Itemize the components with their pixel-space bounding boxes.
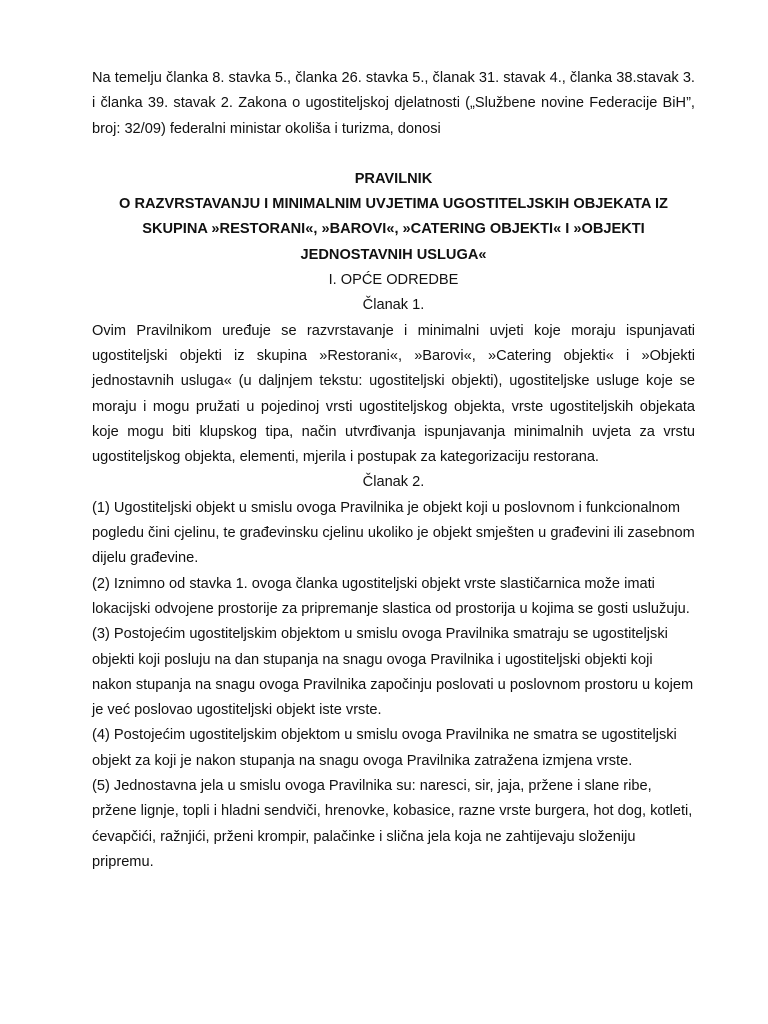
article-2-paragraph-3: (3) Postojećim ugostiteljskim objektom u smislu ovoga Pravilnika smatraju se ugostiteljski objekti koji posluju na dan stupanja na snagu ovoga Pravilnika i ugostiteljski objekti koji nakon stupanja na snagu ovoga Pravilnika započinju poslovati u poslovnom prostoru u kojem je već poslovao ugostiteljski objekt iste vrste. xyxy=(92,626,694,719)
preamble-paragraph: Na temelju članka 8. stavka 5., članka 26. stavka 5., članak 31. stavak 4., članka 38.stavak 3. i članka 39. stavak 2. Zakona o ugostiteljskoj djelatnosti („Službene novine Federacije BiH”, broj: 32/09) federalni ministar okoliša i turizma, donosi xyxy=(92,70,695,137)
article-1-heading: Članak 1. xyxy=(362,297,425,314)
article-2-paragraph-1: (1) Ugostiteljski objekt u smislu ovoga Pravilnika je objekt koji u poslovnom i funkcionalnom pogledu čini cjelinu, te građevinsku cjelinu ukoliko je objekt smješten u građevini ili zasebnom dijelu građevine. xyxy=(92,499,695,567)
section-heading: I. OPĆE ODREDBE xyxy=(328,272,459,289)
article-2-paragraph-4: (4) Postojećim ugostiteljskim objektom u smislu ovoga Pravilnika ne smatra se ugostiteljski objekt za koji je nakon stupanja na snagu ovoga Pravilnika zatražena izmjena vrste. xyxy=(92,727,677,769)
article-2-paragraph-2: (2) Iznimno od stavka 1. ovoga članka ugostiteljski objekt vrste slastičarnica može imati lokacijski odvojene prostorije za pripremanje slastica od prostorija u kojima se gosti uslužuju. xyxy=(92,575,690,617)
document-title: PRAVILNIK xyxy=(354,170,433,187)
document-page xyxy=(92,66,695,875)
article-1-text: Ovim Pravilnikom uređuje se razvrstavanje i minimalni uvjeti koje moraju ispunjavati ugostiteljski objekti iz skupina »Restorani«, »Barovi«, »Catering objekti« i »Objekti jednostavnih usluga« (u daljnjem tekstu: ugostiteljski objekti), ugostiteljske usluge koje se moraju i mogu pružati u pojedinoj vrsti ugostiteljskog objekta, vrste ugostiteljskih objekata koje mogu biti klupskog tipa, način utvrđivanja ispunjavanja minimalnih uvjeta za vrstu ugostiteljskog objekta, elementi, mjerila i postupak za kategorizaciju restorana. xyxy=(92,322,695,466)
article-2-paragraph-5: (5) Jednostavna jela u smislu ovoga Pravilnika su: naresci, sir, jaja, pržene i slane ribe, pržene lignje, topli i hladni sendviči, hrenovke, kobasice, razne vrste burgera, hot dog, kotleti, ćevapčići, ražnjići, prženi krompir, palačinke i slična jela koja ne zahtijevaju složeniju pripremu. xyxy=(92,778,693,870)
document-subtitle: O RAZVRSTAVANJU I MINIMALNIM UVJETIMA UGOSTITELJSKIH OBJEKATA IZ SKUPINA »RESTORANI«, »BAROVI«, »CATERING OBJEKTI« I »OBJEKTI JEDNOSTAVNIH USLUGA« xyxy=(119,196,668,263)
article-2-heading: Članak 2. xyxy=(362,474,425,491)
